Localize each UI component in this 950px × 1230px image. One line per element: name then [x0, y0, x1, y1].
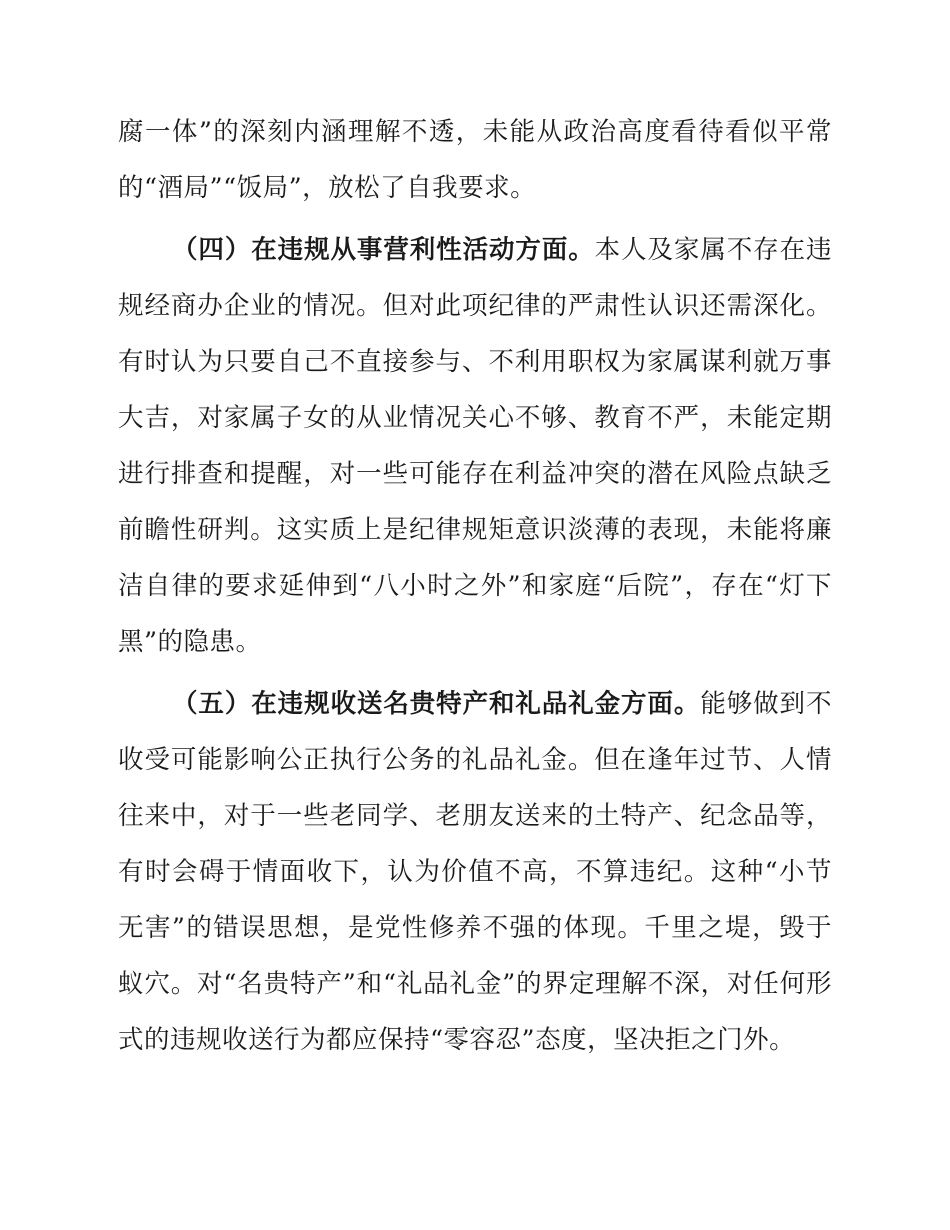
text-run: 腐一体”的深刻内涵理解不透，未能从政治高度看待看似平常的“酒局”“饭局”，放松了自我要求。 — [118, 117, 832, 203]
text-run: 本人及家属不存在违规经商办企业的情况。但对此项纪律的严肃性认识还需深化。有时认为只要自己不直接参与、不利用职权为家属谋利就万事大吉，对家属子女的从业情况关心不够、教育不严，未能定期进行排查和提醒，对一些可能存在利益冲突的潜在风险点缺乏前瞻性研判。这实质上是纪律规矩意识淡薄的表现，未能将廉洁自律的要求延伸到“八小时之外”和家庭“后院”，存在“灯下黑”的隐患。 — [118, 235, 832, 657]
document-body — [118, 104, 832, 1068]
section-heading-five: （五）在违规收送名贵特产和礼品礼金方面。 — [172, 689, 701, 719]
text-run: 能够做到不收受可能影响公正执行公务的礼品礼金。但在逢年过节、人情往来中，对于一些老同学、老朋友送来的土特产、纪念品等，有时会碍于情面收下，认为价值不高，不算违纪。这种“小节无害”的错误思想，是党性修养不强的体现。千里之堤，毁于蚁穴。对“名贵特产”和“礼品礼金”的界定理解不深，对任何形式的违规收送行为都应保持“零容忍”态度，坚决拒之门外。 — [118, 689, 832, 1055]
paragraph-section-four — [118, 222, 832, 670]
paragraph-continued — [118, 104, 832, 216]
paragraph-section-five — [118, 676, 832, 1068]
section-heading-four: （四）在违规从事营利性活动方面。 — [172, 235, 595, 265]
